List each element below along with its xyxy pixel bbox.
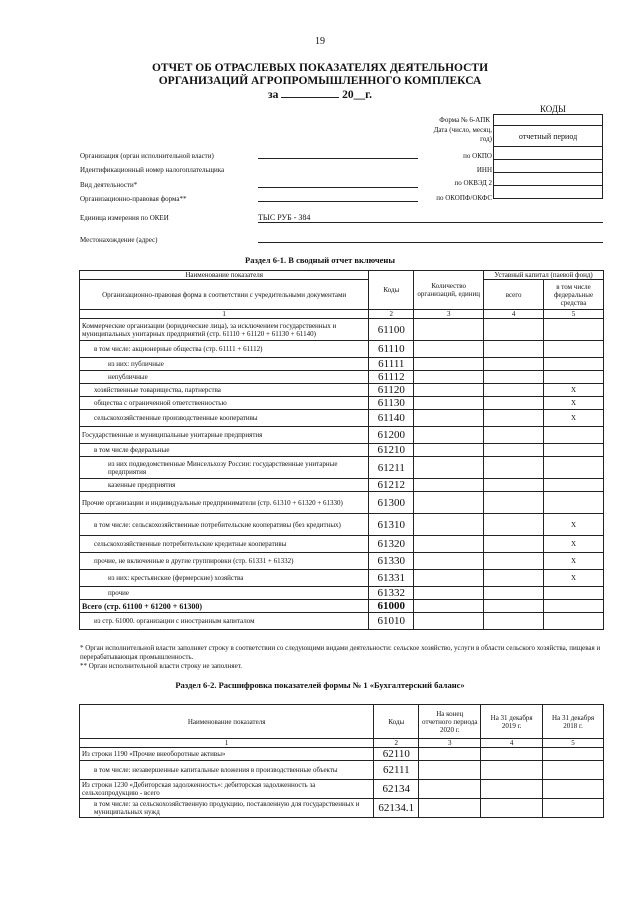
codes-heading: КОДЫ	[540, 104, 566, 114]
count-cell[interactable]	[414, 410, 484, 427]
row-name: Государственные и муниципальные унитарные предприятия	[80, 427, 369, 444]
capital-total-cell[interactable]	[484, 319, 544, 341]
value-2019-cell[interactable]	[481, 780, 543, 799]
capital-total-cell[interactable]	[484, 514, 544, 536]
capital-total-cell[interactable]	[484, 613, 544, 630]
row-code: 62134	[374, 780, 419, 799]
date-label-1: Дата (число, месяц,	[433, 126, 492, 134]
period-line	[90, 88, 550, 102]
okpo-label: по ОКПО	[463, 152, 492, 160]
count-cell[interactable]	[414, 319, 484, 341]
table-row	[80, 748, 604, 761]
unit-underline	[258, 222, 603, 223]
table-row	[80, 358, 604, 371]
section2-body	[80, 748, 604, 818]
capital-total-cell[interactable]	[484, 384, 544, 397]
table-row	[80, 479, 604, 492]
count-cell[interactable]	[414, 384, 484, 397]
table-row	[80, 492, 604, 514]
organization-label: Организация (орган исполнительной власти)	[80, 152, 214, 160]
activity-field[interactable]	[258, 187, 418, 188]
capital-federal-cell[interactable]: X	[544, 397, 604, 410]
count-cell[interactable]	[414, 536, 484, 553]
section1-body	[80, 319, 604, 630]
capital-federal-cell[interactable]: X	[544, 570, 604, 587]
row-code: 62134.1	[374, 799, 419, 818]
capital-federal-cell[interactable]: X	[544, 553, 604, 570]
row-code: 61210	[369, 444, 414, 457]
table-row	[80, 761, 604, 780]
head-name-top: Наименование показателя	[80, 271, 369, 280]
count-cell[interactable]	[414, 444, 484, 457]
row-name: хозяйственные товарищества, партнерства	[80, 384, 369, 397]
row-name: Из строки 1230 «Дебиторская задолженность»: дебиторская задолженность за сельхозпродукцию - всего	[80, 780, 374, 799]
capital-federal-cell[interactable]	[544, 613, 604, 630]
value-2020-cell[interactable]	[419, 761, 481, 780]
row-name: общества с ограниченной ответственностью	[80, 397, 369, 410]
count-cell[interactable]	[414, 553, 484, 570]
count-cell[interactable]	[414, 397, 484, 410]
date-value: отчетный период	[518, 131, 578, 141]
section1-title: Раздел 6-1. В сводный отчет включены	[245, 255, 395, 265]
note-1: * Орган исполнительной власти заполняет строку в соответствии со следующими видами деятельности: сельское хозяйство, услуги в области сельского хозяйства, пищевая и перерабатывающая промышленность.	[80, 644, 601, 661]
capital-federal-cell[interactable]: X	[544, 536, 604, 553]
head-codes: Коды	[369, 271, 414, 310]
row-code: 61211	[369, 457, 414, 479]
legal-form-field[interactable]	[258, 201, 418, 202]
title-line-2: ОРГАНИЗАЦИЙ АГРОПРОМЫШЛЕННОГО КОМПЛЕКСА	[158, 75, 482, 87]
okopf-code-cell[interactable]	[493, 185, 603, 199]
capital-federal-cell[interactable]	[544, 319, 604, 341]
s2-head-codes: Коды	[374, 705, 419, 739]
count-cell[interactable]	[414, 479, 484, 492]
section2-title: Раздел 6-2. Расшифровка показателей формы № 1 «Бухгалтерский баланс»	[175, 680, 465, 690]
s2-col-num-1: 1	[80, 739, 374, 748]
capital-federal-cell[interactable]	[544, 457, 604, 479]
row-name: из них подведомственные Минсельхозу России: государственные унитарные предприятия	[80, 457, 369, 479]
period-prefix: за	[268, 89, 279, 101]
row-code: 61100	[369, 319, 414, 341]
table-row	[80, 457, 604, 479]
count-cell[interactable]	[414, 600, 484, 613]
capital-total-cell[interactable]	[484, 457, 544, 479]
row-name: в том числе: за сельскохозяйственную продукцию, поставленную для государственных и муниципальных нужд	[80, 799, 374, 818]
codes-grid	[493, 114, 603, 199]
capital-total-cell[interactable]	[484, 358, 544, 371]
row-code: 61000	[369, 600, 414, 613]
table-row	[80, 570, 604, 587]
value-2019-cell[interactable]	[481, 761, 543, 780]
title-line-1: ОТЧЕТ ОБ ОТРАСЛЕВЫХ ПОКАЗАТЕЛЯХ ДЕЯТЕЛЬНОСТИ	[151, 62, 489, 74]
table-row	[80, 319, 604, 341]
s2-col-num-5: 5	[543, 739, 604, 748]
row-name: непубличные	[80, 371, 369, 384]
capital-federal-cell[interactable]	[544, 358, 604, 371]
value-2019-cell[interactable]	[481, 799, 543, 818]
capital-federal-cell[interactable]	[544, 600, 604, 613]
count-cell[interactable]	[414, 358, 484, 371]
page-number: 19	[315, 36, 325, 47]
table-row	[80, 799, 604, 818]
row-name: в том числе федеральные	[80, 444, 369, 457]
s2-head-col3: На конец отчетного периода 2020 г.	[419, 705, 481, 739]
value-2019-cell[interactable]	[481, 748, 543, 761]
row-code: 62110	[374, 748, 419, 761]
s2-col-num-4: 4	[481, 739, 543, 748]
capital-federal-cell[interactable]	[544, 371, 604, 384]
organization-field[interactable]	[258, 158, 418, 159]
row-name: в том числе: незавершенные капитальные вложения в производственные объекты	[80, 761, 374, 780]
table-row	[80, 410, 604, 427]
okved-code-cell[interactable]	[493, 172, 603, 186]
row-name: Прочие организации и индивидуальные предприниматели (стр. 61310 + 61320 + 61330)	[80, 492, 369, 514]
capital-total-cell[interactable]	[484, 444, 544, 457]
table-row	[80, 514, 604, 536]
row-name: Коммерческие организации (юридические лица), за исключением государственных и муниципальных унитарных предприятий (стр. 61110 + 61120 + 61130 + 61140)	[80, 319, 369, 341]
row-code: 61212	[369, 479, 414, 492]
activity-label: Вид деятельности*	[80, 181, 138, 189]
okpo-code-cell[interactable]	[493, 146, 603, 160]
table-row	[80, 613, 604, 630]
date-label-2: год)	[480, 135, 492, 143]
table-row	[80, 384, 604, 397]
form-label: Форма № 6-АПК	[439, 116, 490, 124]
capital-federal-cell[interactable]	[544, 427, 604, 444]
col-num-2: 2	[369, 310, 414, 319]
count-cell[interactable]	[414, 492, 484, 514]
capital-total-cell[interactable]	[484, 397, 544, 410]
count-cell[interactable]	[414, 570, 484, 587]
row-code: 61320	[369, 536, 414, 553]
count-cell[interactable]	[414, 587, 484, 600]
table-row	[80, 444, 604, 457]
location-field[interactable]	[258, 242, 603, 243]
capital-total-cell[interactable]	[484, 492, 544, 514]
head-total: всего	[484, 280, 544, 310]
legal-form-label: Организационно-правовая форма**	[80, 195, 187, 203]
okved-label: по ОКВЭД 2	[454, 179, 492, 187]
count-cell[interactable]	[414, 613, 484, 630]
row-name: сельскохозяйственные потребительские кредитные кооперативы	[80, 536, 369, 553]
row-code: 61332	[369, 587, 414, 600]
head-federal: в том числе федеральные средства	[544, 280, 604, 310]
inn-label: ИНН	[476, 166, 492, 174]
count-cell[interactable]	[414, 427, 484, 444]
capital-federal-cell[interactable]	[544, 587, 604, 600]
col-num-1: 1	[80, 310, 369, 319]
capital-total-cell[interactable]	[484, 410, 544, 427]
row-name: из них: публичные	[80, 358, 369, 371]
count-cell[interactable]	[414, 514, 484, 536]
taxpayer-id-label: Идентификационный номер налогоплательщика	[80, 166, 225, 174]
period-year: 20__г.	[342, 89, 372, 101]
row-name: из них: крестьянские (фермерские) хозяйства	[80, 570, 369, 587]
capital-federal-cell[interactable]: X	[544, 514, 604, 536]
table-row	[80, 397, 604, 410]
capital-federal-cell[interactable]	[544, 492, 604, 514]
row-name: Всего (стр. 61100 + 61200 + 61300)	[80, 600, 369, 613]
s2-head-col5: На 31 декабря 2018 г.	[543, 705, 604, 739]
capital-total-cell[interactable]	[484, 553, 544, 570]
table-row	[80, 536, 604, 553]
row-code: 61140	[369, 410, 414, 427]
unit-value: ТЫС РУБ - 384	[258, 213, 311, 222]
row-code: 61110	[369, 341, 414, 358]
capital-federal-cell[interactable]: X	[544, 410, 604, 427]
capital-federal-cell[interactable]: X	[544, 384, 604, 397]
row-name: сельскохозяйственные производственные кооперативы	[80, 410, 369, 427]
capital-total-cell[interactable]	[484, 427, 544, 444]
okopf-label: по ОКОПФ/ОКФС	[436, 194, 492, 202]
table-row	[80, 371, 604, 384]
head-count: Количество организаций, единиц	[414, 271, 484, 310]
value-2018-cell[interactable]	[543, 799, 604, 818]
row-name: из стр. 61000. организации с иностранным капиталом	[80, 613, 369, 630]
row-code: 61330	[369, 553, 414, 570]
capital-federal-cell[interactable]	[544, 341, 604, 358]
row-code: 62111	[374, 761, 419, 780]
value-2020-cell[interactable]	[419, 799, 481, 818]
row-name: в том числе: сельскохозяйственные потребительские кооперативы (без кредитных)	[80, 514, 369, 536]
date-code-cell[interactable]	[493, 125, 603, 147]
location-label: Местонахождение (адрес)	[80, 236, 158, 244]
table-row	[80, 600, 604, 613]
row-code: 61200	[369, 427, 414, 444]
capital-total-cell[interactable]	[484, 371, 544, 384]
value-2018-cell[interactable]	[543, 748, 604, 761]
table-row	[80, 341, 604, 358]
report-title	[90, 62, 550, 102]
capital-federal-cell[interactable]	[544, 479, 604, 492]
table-row	[80, 587, 604, 600]
row-code: 61112	[369, 371, 414, 384]
note-2: ** Орган исполнительной власти строку не заполняет.	[80, 662, 243, 670]
count-cell[interactable]	[414, 457, 484, 479]
count-cell[interactable]	[414, 341, 484, 358]
col-num-5: 5	[544, 310, 604, 319]
head-capital: Уставный капитал (паевой фонд)	[484, 271, 604, 280]
capital-total-cell[interactable]	[484, 587, 544, 600]
inn-code-cell[interactable]	[493, 159, 603, 173]
capital-federal-cell[interactable]	[544, 444, 604, 457]
capital-total-cell[interactable]	[484, 536, 544, 553]
row-code: 61120	[369, 384, 414, 397]
col-num-4: 4	[484, 310, 544, 319]
period-blank	[281, 88, 339, 98]
row-name: прочие	[80, 587, 369, 600]
section2-table	[79, 704, 604, 818]
value-2018-cell[interactable]	[543, 761, 604, 780]
value-2020-cell[interactable]	[419, 748, 481, 761]
row-name: казенные предприятия	[80, 479, 369, 492]
value-2020-cell[interactable]	[419, 780, 481, 799]
value-2018-cell[interactable]	[543, 780, 604, 799]
row-name: в том числе: акционерные общества (стр. 61111 + 61112)	[80, 341, 369, 358]
col-num-3: 3	[414, 310, 484, 319]
table-row	[80, 553, 604, 570]
row-code: 61300	[369, 492, 414, 514]
unit-label: Единица измерения по ОКЕИ	[80, 214, 169, 222]
s2-head-col4: На 31 декабря 2019 г.	[481, 705, 543, 739]
capital-total-cell[interactable]	[484, 570, 544, 587]
row-code: 61331	[369, 570, 414, 587]
s2-col-num-2: 2	[374, 739, 419, 748]
row-code: 61010	[369, 613, 414, 630]
head-name: Организационно-правовая форма в соответствии с учредительными документами	[80, 280, 369, 310]
row-name: Из строки 1190 «Прочие внеоборотные активы»	[80, 748, 374, 761]
section1-table	[79, 270, 604, 630]
row-name: прочие, не включенные в другие группировки (стр. 61331 + 61332)	[80, 553, 369, 570]
s2-col-num-3: 3	[419, 739, 481, 748]
capital-total-cell[interactable]	[484, 600, 544, 613]
row-code: 61130	[369, 397, 414, 410]
capital-total-cell[interactable]	[484, 341, 544, 358]
table-row	[80, 780, 604, 799]
row-code: 61111	[369, 358, 414, 371]
capital-total-cell[interactable]	[484, 479, 544, 492]
row-code: 61310	[369, 514, 414, 536]
s2-head-name: Наименование показателя	[80, 705, 374, 739]
table-row	[80, 427, 604, 444]
count-cell[interactable]	[414, 371, 484, 384]
